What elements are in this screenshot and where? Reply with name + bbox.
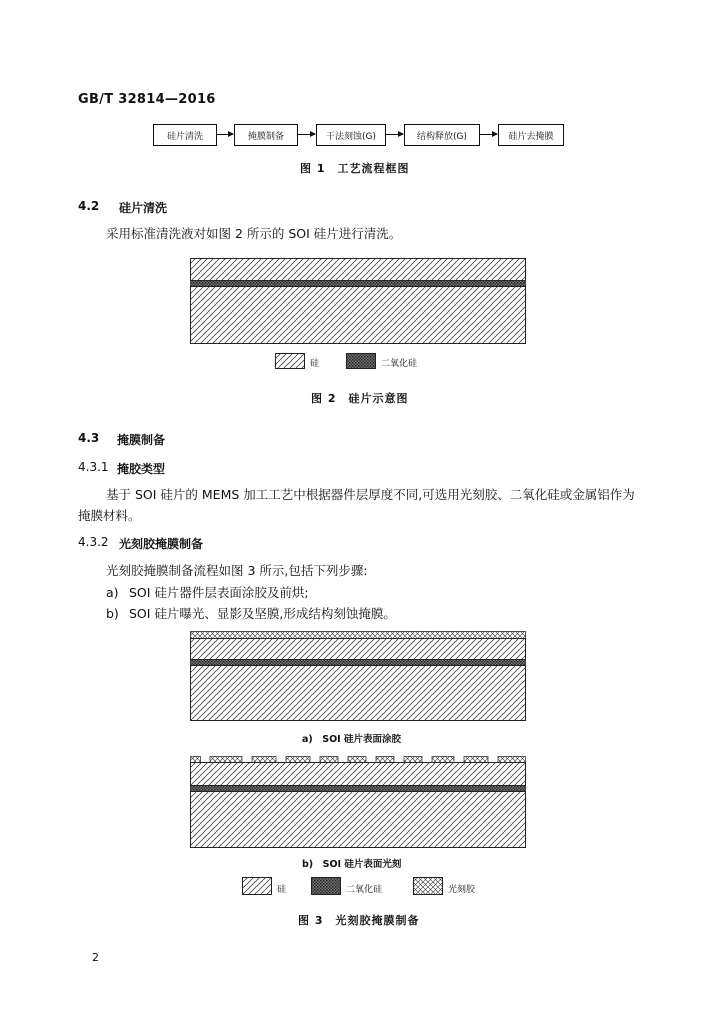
legend-oxide-swatch (346, 353, 376, 369)
soi-wafer-patterned-diagram (190, 756, 526, 848)
flow-step-1: 硅片清洗 (153, 124, 217, 146)
flow-step-4: 结构释放(G) (404, 124, 480, 146)
section-4-3-title: 掩膜制备 (117, 433, 166, 447)
flow-arrow-2 (297, 134, 315, 135)
legend-3-oxide-swatch (311, 877, 341, 895)
figure-1-caption: 图 1 工艺流程框图 (300, 162, 410, 175)
flow-arrow-1 (216, 134, 233, 135)
legend-3-silicon-swatch (242, 877, 272, 895)
section-4-3-1-paragraph-line2: 掩膜材料。 (78, 508, 141, 523)
buried-oxide-layer (191, 786, 526, 792)
figure-3b-subcaption: b) SOI 硅片表面光刻 (302, 859, 402, 870)
section-4-3-1-paragraph-line1: 基于 SOI 硅片的 MEMS 加工工艺中根据器件层厚度不同,可选用光刻胶、二氧化硅或金属铝作为 (106, 487, 635, 502)
flow-step-5: 硅片去掩膜 (498, 124, 564, 146)
legend-silicon-swatch (275, 353, 305, 369)
list-item-b-marker: b) (106, 606, 119, 621)
buried-oxide-layer (191, 281, 526, 287)
flow-step-2: 掩膜制备 (234, 124, 298, 146)
flow-arrow-4 (479, 134, 497, 135)
device-layer-silicon (191, 259, 526, 281)
legend-oxide-label: 二氧化硅 (381, 359, 418, 369)
figure-2-caption: 图 2 硅片示意图 (311, 392, 409, 405)
section-4-3-2-intro: 光刻胶掩膜制备流程如图 3 所示,包括下列步骤: (106, 563, 368, 578)
flow-step-3: 干法刻蚀(G) (316, 124, 386, 146)
legend-silicon-label: 硅 (310, 359, 320, 369)
list-item-b-text: SOI 硅片曝光、显影及坚膜,形成结构刻蚀掩膜。 (129, 606, 396, 621)
list-item-a-marker: a) (106, 585, 119, 600)
section-4-2-title: 硅片清洗 (119, 201, 168, 215)
section-4-2-paragraph: 采用标准清洗液对如图 2 所示的 SOI 硅片进行清洗。 (106, 226, 402, 241)
section-4-3-1-number: 4.3.1 (78, 460, 109, 474)
page-number: 2 (92, 951, 99, 964)
handle-layer-silicon (191, 666, 526, 721)
legend-3-photoresist-label: 光刻胶 (448, 885, 476, 895)
soi-wafer-diagram (190, 258, 526, 344)
section-4-2-number: 4.2 (78, 199, 100, 213)
figure-3-caption: 图 3 光刻胶掩膜制备 (298, 914, 420, 927)
section-4-3-2-title: 光刻胶掩膜制备 (119, 537, 204, 551)
standard-number-header: GB/T 32814—2016 (78, 92, 216, 107)
section-4-3-1-title: 掩胶类型 (117, 462, 166, 476)
soi-wafer-coated-diagram (190, 631, 526, 721)
photoresist-layer (191, 632, 526, 639)
buried-oxide-layer (191, 660, 526, 666)
handle-layer-silicon (191, 792, 526, 848)
section-4-3-number: 4.3 (78, 431, 100, 445)
handle-layer-silicon (191, 287, 526, 344)
device-layer-silicon (191, 639, 526, 660)
legend-3-photoresist-swatch (413, 877, 443, 895)
legend-3-oxide-label: 二氧化硅 (346, 885, 383, 895)
legend-3-silicon-label: 硅 (277, 885, 287, 895)
device-layer-silicon (191, 763, 526, 786)
patterned-photoresist (191, 757, 526, 763)
section-4-3-2-number: 4.3.2 (78, 535, 109, 549)
list-item-a-text: SOI 硅片器件层表面涂胶及前烘; (129, 585, 309, 600)
figure-3a-subcaption: a) SOI 硅片表面涂胶 (302, 734, 402, 745)
flow-arrow-3 (385, 134, 403, 135)
